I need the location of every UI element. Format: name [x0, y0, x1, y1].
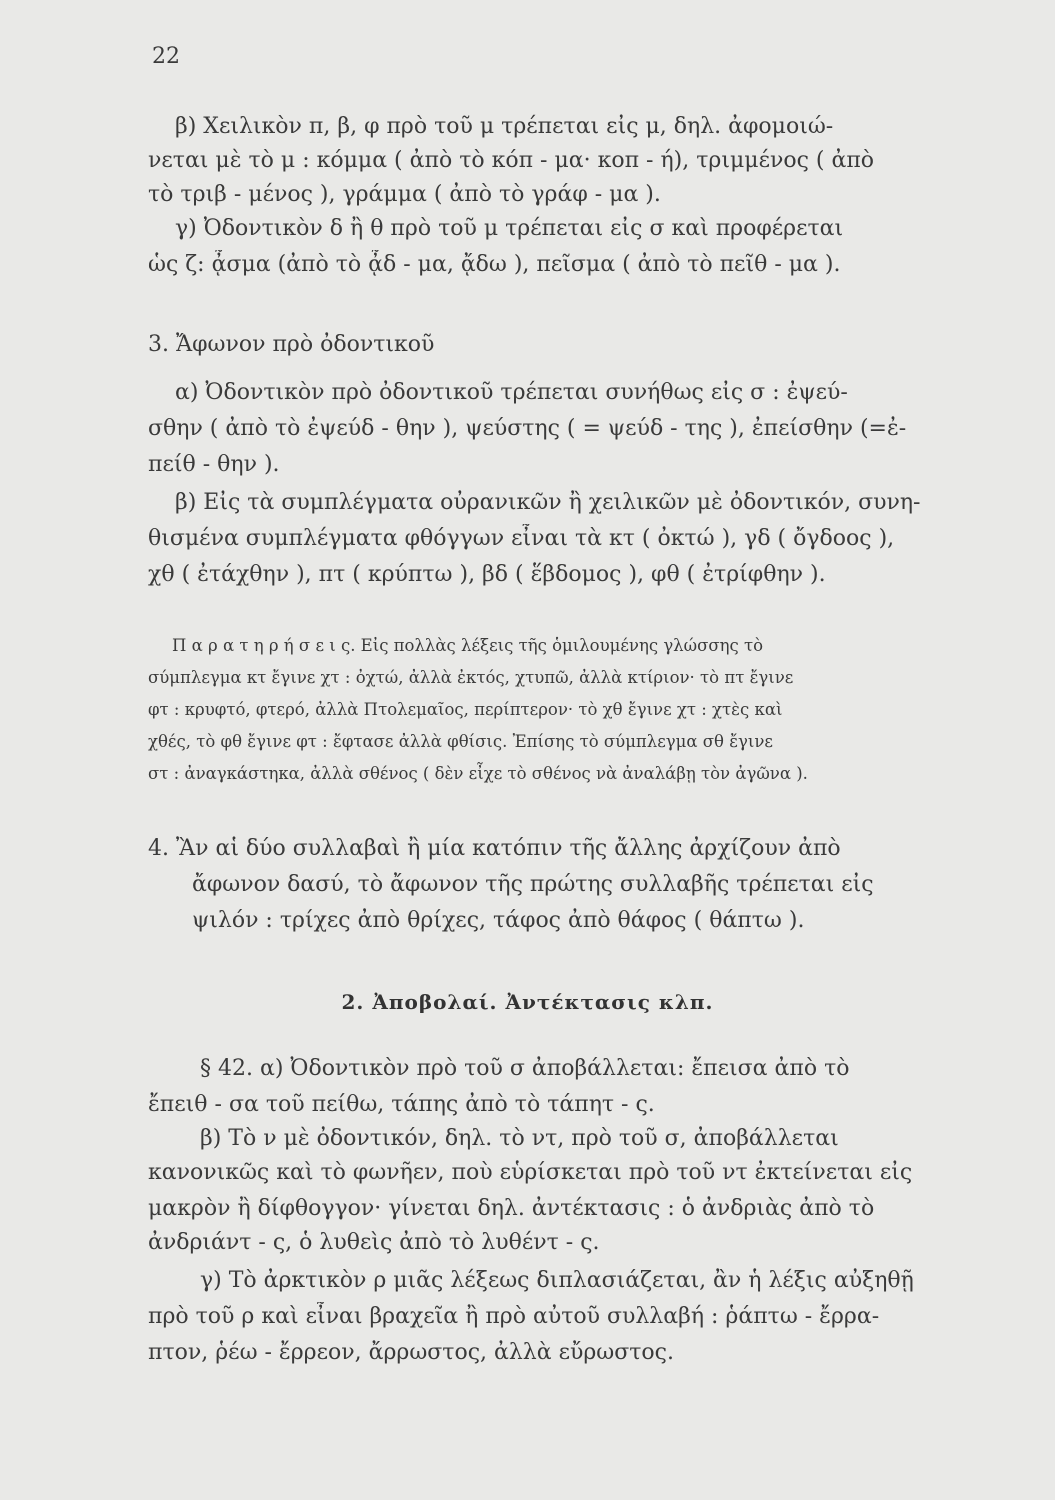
- remark-line: στ : ἀναγκάστηκα, ἀλλὰ σθένος ( δὲν εἶχε τὸ σθένος νὰ ἀναλάβῃ τὸν ἀγῶνα ).: [148, 764, 808, 783]
- text-line: ἔπειθ - σα τοῦ πείθω, τάπης ἀπὸ τὸ τάπητ - ς.: [148, 1092, 655, 1117]
- text-line: ψιλόν : τρίχες ἀπὸ θρίχες, τάφος ἀπὸ θάφος ( θάπτω ).: [192, 908, 805, 933]
- text-line: § 42. α) Ὀδοντικὸν πρὸ τοῦ σ ἀποβάλλεται: ἔπεισα ἀπὸ τὸ: [200, 1056, 850, 1081]
- remark-line: Π α ρ α τ η ρ ή σ ε ι ς. Εἰς πολλὰς λέξεις τῆς ὁμιλουμένης γλώσσης τὸ: [172, 636, 764, 655]
- chapter-heading: 2. Ἀποβολαί. Ἀντέκτασις κλπ.: [341, 990, 714, 1014]
- remark-line: σύμπλεγμα κτ ἔγινε χτ : ὀχτώ, ἀλλὰ ἐκτός, χτυπῶ, ἀλλὰ κτίριον· τὸ πτ ἔγινε: [148, 668, 794, 687]
- text-line: σθην ( ἀπὸ τὸ ἐψεύδ - θην ), ψεύστης ( = ψεύδ - της ), ἐπείσθην (=ἐ-: [148, 416, 907, 441]
- text-line: μακρὸν ἢ δίφθογγον· γίνεται δηλ. ἀντέκτασις : ὁ ἀνδριὰς ἀπὸ τὸ: [148, 1196, 875, 1221]
- remark-line: χθές, τὸ φθ ἔγινε φτ : ἔφτασε ἀλλὰ φθίσις. Ἐπίσης τὸ σύμπλεγμα σθ ἔγινε: [148, 732, 773, 751]
- text-line: γ) Ὀδοντικὸν δ ἢ θ πρὸ τοῦ μ τρέπεται εἰς σ καὶ προφέρεται: [175, 216, 844, 241]
- text-line: τὸ τριβ - μένος ), γράμμα ( ἀπὸ τὸ γράφ - μα ).: [148, 182, 661, 207]
- text-line: β) Εἰς τὰ συμπλέγματα οὐρανικῶν ἢ χειλικῶν μὲ ὀδοντικόν, συνη-: [175, 490, 921, 515]
- text-line: χθ ( ἐτάχθην ), πτ ( κρύπτω ), βδ ( ἕβδομος ), φθ ( ἐτρίφθην ).: [148, 562, 826, 587]
- page-number: 22: [152, 44, 180, 69]
- text-line: πτον, ῥέω - ἔρρεον, ἄρρωστος, ἀλλὰ εὔρωστος.: [148, 1340, 674, 1365]
- text-line: β) Τὸ ν μὲ ὀδοντικόν, δηλ. τὸ ντ, πρὸ τοῦ σ, ἀποβάλλεται: [200, 1126, 839, 1151]
- text-line: α) Ὀδοντικὸν πρὸ ὀδοντικοῦ τρέπεται συνήθως εἰς σ : ἐψεύ-: [175, 380, 848, 405]
- text-line: νεται μὲ τὸ μ : κόμμα ( ἀπὸ τὸ κόπ - μα· κοπ - ή), τριμμένος ( ἀπὸ: [148, 148, 875, 173]
- text-line: θισμένα συμπλέγματα φθόγγων εἶναι τὰ κτ ( ὀκτώ ), γδ ( ὄγδοος ),: [148, 526, 895, 551]
- text-line: κανονικῶς καὶ τὸ φωνῆεν, ποὺ εὑρίσκεται πρὸ τοῦ ντ ἐκτείνεται εἰς: [148, 1160, 913, 1185]
- text-line: ἀνδριάντ - ς, ὁ λυθεὶς ἀπὸ τὸ λυθέντ - ς.: [148, 1230, 600, 1255]
- text-line: β) Χειλικὸν π, β, φ πρὸ τοῦ μ τρέπεται εἰς μ, δηλ. ἀφομοιώ-: [175, 114, 834, 139]
- text-line: γ) Τὸ ἀρκτικὸν ρ μιᾶς λέξεως διπλασιάζεται, ἂν ἡ λέξις αὐξηθῇ: [200, 1268, 914, 1293]
- text-line: πείθ - θην ).: [148, 452, 280, 477]
- text-line: ἄφωνον δασύ, τὸ ἄφωνον τῆς πρώτης συλλαβῆς τρέπεται εἰς: [192, 872, 874, 897]
- remark-line: φτ : κρυφτό, φτερό, ἀλλὰ Πτολεμαῖος, περίπτερον· τὸ χθ ἔγινε χτ : χτὲς καὶ: [148, 700, 783, 719]
- section-heading: 3. Ἄφωνον πρὸ ὀδοντικοῦ: [148, 332, 435, 357]
- text-line: ὡς ζ: ᾆσμα (ἀπὸ τὸ ᾆδ - μα, ᾄδω ), πεῖσμα ( ἀπὸ τὸ πεῖθ - μα ).: [148, 252, 841, 277]
- text-line: 4. Ἂν αἱ δύο συλλαβαὶ ἢ μία κατόπιν τῆς ἄλλης ἀρχίζουν ἀπὸ: [148, 836, 841, 861]
- text-line: πρὸ τοῦ ρ καὶ εἶναι βραχεῖα ἢ πρὸ αὐτοῦ συλλαβή : ῥάπτω - ἔρρα-: [148, 1304, 880, 1329]
